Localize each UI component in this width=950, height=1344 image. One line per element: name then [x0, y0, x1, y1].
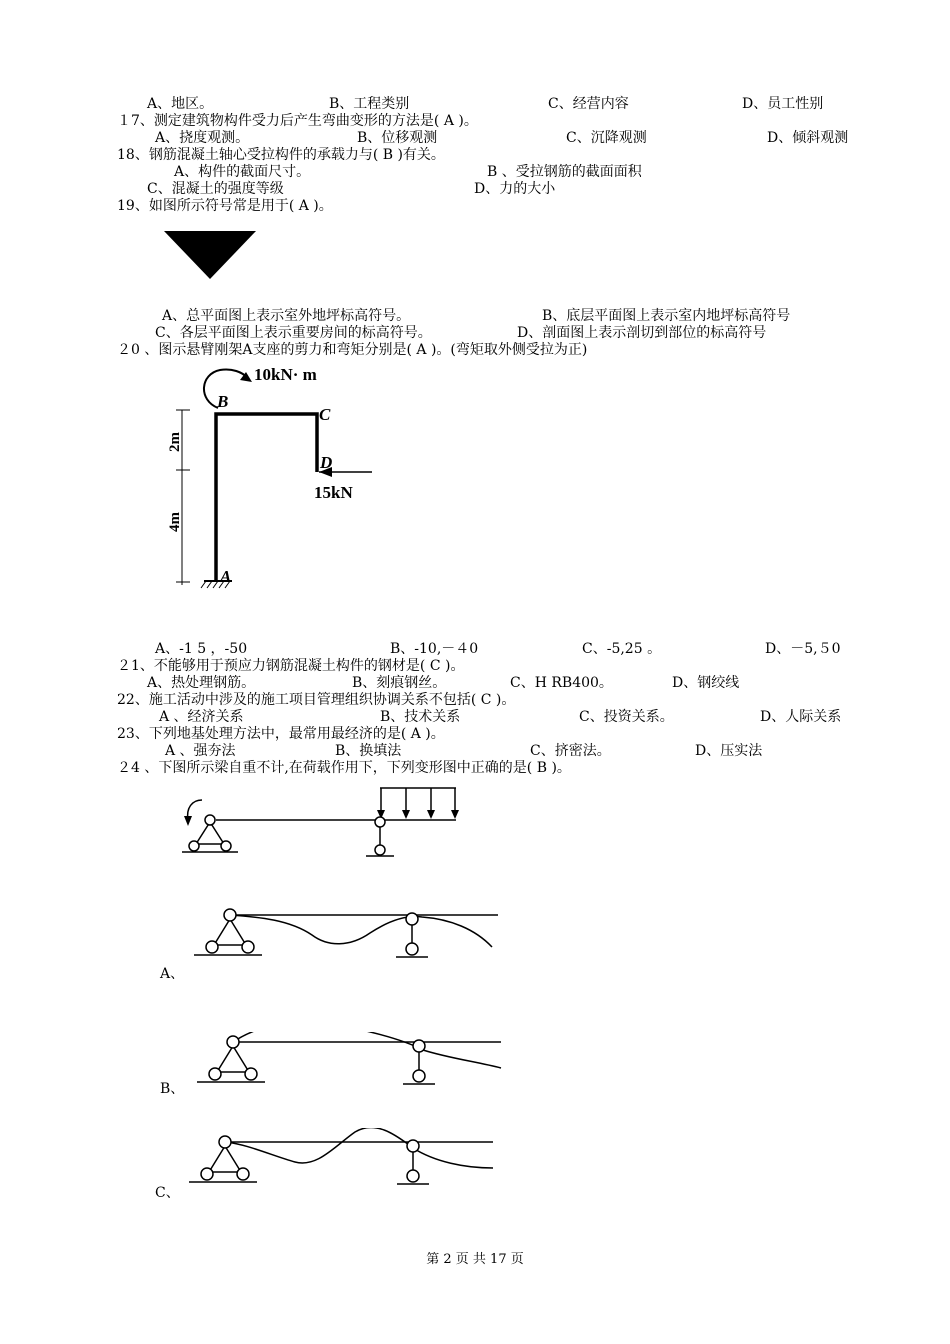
deformation-option-c-figure	[185, 1128, 497, 1194]
deflection-curve	[230, 915, 492, 947]
dimension-4m-label: 4m	[167, 512, 183, 532]
distributed-load-arrows	[377, 788, 459, 819]
q18-option-d: D、力的大小	[474, 181, 556, 197]
q19-option-d: D、剖面图上表示剖切到部位的标高符号	[517, 325, 767, 341]
node-a-label: A	[220, 567, 232, 586]
q23-option-c: C、挤密法。	[530, 743, 611, 759]
q24-option-c: C、	[155, 1185, 180, 1201]
roller-support-icon	[406, 913, 418, 955]
q20-option-a: A、-1 5 ，-50	[155, 641, 248, 657]
q20-option-b: B、-10,－４0	[390, 641, 479, 657]
q17-option-a: A、挠度观测。	[155, 130, 250, 146]
node-d-label: D	[320, 453, 333, 472]
q19-stem: 19、如图所示符号常是用于( A )。	[117, 198, 333, 214]
filled-triangle-icon	[164, 231, 256, 279]
q16-option-c: C、经营内容	[548, 96, 629, 112]
q22-option-d: D、人际关系	[760, 709, 842, 725]
q19-option-a: A、总平面图上表示室外地坪标高符号。	[162, 308, 411, 324]
q18-option-c: C、混凝土的强度等级	[147, 181, 284, 197]
q21-stem: ２1、不能够用于预应力钢筋混凝土构件的钢材是( C )。	[117, 658, 465, 674]
q20-option-c: C、-5,25 。	[582, 641, 662, 657]
moment-load-arrowhead-icon	[184, 816, 192, 826]
q24-option-b: B、	[160, 1081, 185, 1097]
q22-option-b: B、技术关系	[380, 709, 461, 725]
q24-stem: ２4 、下图所示梁自重不计,在荷载作用下，下列变形图中正确的是( B )。	[117, 760, 571, 776]
q22-option-c: C、投资关系。	[579, 709, 674, 725]
deformation-option-b-figure	[193, 1032, 505, 1092]
cantilever-frame-figure	[160, 360, 390, 610]
q20-stem: ２0 、图示悬臂刚架A支座的剪力和弯矩分别是( A )。(弯矩取外侧受拉为正)	[117, 342, 588, 358]
loaded-beam-figure	[176, 778, 466, 864]
elevation-symbol-figure	[164, 229, 256, 281]
q17-option-d: D、倾斜观测	[767, 130, 849, 146]
dimension-2m-label: 2m	[167, 432, 183, 452]
node-b-label: B	[217, 392, 229, 411]
q16-option-d: D、员工性别	[742, 96, 824, 112]
deflection-curve	[233, 1032, 501, 1068]
frame-members	[216, 414, 317, 580]
q21-option-d: D、钢绞线	[672, 675, 740, 691]
page-number-footer: 第 2 页 共 17 页	[426, 1252, 524, 1267]
q16-option-b: B、工程类别	[329, 96, 410, 112]
force-label: 15kN	[314, 483, 353, 502]
q22-stem: 22、施工活动中涉及的施工项目管理组织协调关系不包括( C )。	[117, 692, 516, 708]
q16-option-a: A、地区。	[147, 96, 214, 112]
roller-support-icon	[407, 1140, 419, 1182]
q21-option-b: B、刻痕钢丝。	[352, 675, 447, 691]
q23-option-d: D、压实法	[695, 743, 763, 759]
q23-option-a: A 、强夯法	[165, 743, 236, 759]
q21-option-a: A、热处理钢筋。	[147, 675, 256, 691]
node-c-label: C	[319, 405, 331, 424]
deflection-curve	[225, 1128, 493, 1168]
moment-label: 10kN· m	[254, 365, 317, 384]
q17-option-c: C、沉降观测	[566, 130, 647, 146]
q18-option-a: A、构件的截面尺寸。	[174, 164, 311, 180]
q18-option-b: B 、受拉钢筋的截面面积	[487, 164, 642, 180]
q21-option-c: C、H RB400。	[510, 675, 613, 691]
q17-option-b: B、位移观测	[357, 130, 438, 146]
q23-option-b: B、换填法	[335, 743, 402, 759]
q23-stem: 23、下列地基处理方法中，最常用最经济的是( A )。	[117, 726, 445, 742]
roller-support-icon	[375, 817, 385, 855]
q19-option-b: B、底层平面图上表示室内地坪标高符号	[542, 308, 791, 324]
q22-option-a: A 、经济关系	[159, 709, 244, 725]
deformation-option-a-figure	[190, 905, 500, 969]
roller-support-icon	[413, 1040, 425, 1082]
q18-stem: 18、钢筋混凝土轴心受拉构件的承载力与( B )有关。	[117, 147, 445, 163]
q20-option-d: D、－5,５0	[765, 641, 841, 657]
q24-option-a: A、	[160, 966, 185, 982]
q17-stem: １7、测定建筑物构件受力后产生弯曲变形的方法是( A )。	[117, 113, 478, 129]
q19-option-c: C、各层平面图上表示重要房间的标高符号。	[155, 325, 432, 341]
